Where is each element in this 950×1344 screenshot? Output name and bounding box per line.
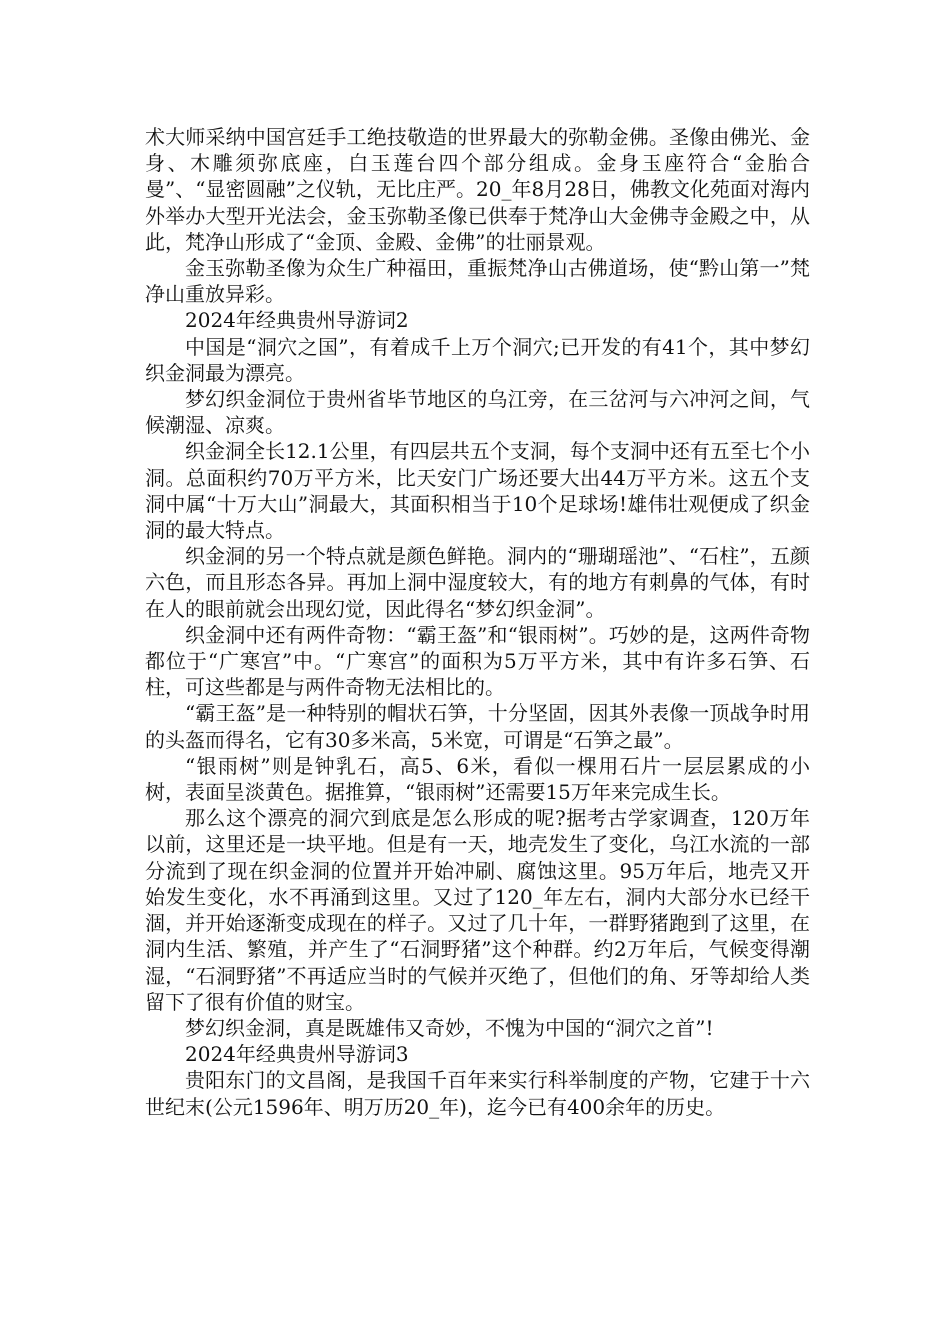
paragraph: 织金洞中还有两件奇物：“霸王盔”和“银雨树”。巧妙的是，这两件奇物都位于“广寒宫”中。“广寒宫”的面积为5万平方米，其中有许多石笋、石柱，可这些都是与两件奇物无法相比的。 <box>145 622 810 700</box>
paragraph: 梦幻织金洞，真是既雄伟又奇妙，不愧为中国的“洞穴之首”! <box>185 1015 714 1040</box>
paragraph: 织金洞全长12.1公里，有四层共五个支洞，每个支洞中还有五至七个小洞。总面积约70万平方米，比天安门广场还要大出44万平方米。这五个支洞中属“十万大山”洞最大，其面积相当于10个足球场!雄伟壮观便成了织金洞的最大特点。 <box>145 439 810 543</box>
paragraph: 金玉弥勒圣像为众生广种福田，重振梵净山古佛道场，使“黔山第一”梵净山重放异彩。 <box>145 256 810 307</box>
paragraph: 那么这个漂亮的洞穴到底是怎么形成的呢?据考古学家调查，120万年以前，这里还是一块平地。但是有一天，地壳发生了变化，乌江水流的一部分流到了现在织金洞的位置并开始冲刷、腐蚀这里。95万年后，地壳又开始发生变化，水不再涌到这里。又过了120_年左右，洞内大部分水已经干涸，并开始逐渐变成现在的样子。又过了几十年，一群野猪跑到了这里，在洞内生活、繁殖，并产生了“石洞野猪”这个种群。约2万年后，气候变得潮湿，“石洞野猪”不再适应当时的气候并灭绝了，但他们的角、牙等却给人类留下了很有价值的财宝。 <box>145 806 810 1014</box>
paragraph: 梦幻织金洞位于贵州省毕节地区的乌江旁，在三岔河与六冲河之间，气候潮湿、凉爽。 <box>145 387 810 438</box>
section-heading: 2024年经典贵州导游词2 <box>185 308 409 333</box>
section-heading: 2024年经典贵州导游词3 <box>185 1042 409 1067</box>
paragraph: 织金洞的另一个特点就是颜色鲜艳。洞内的“珊瑚瑶池”、“石柱”，五颜六色，而且形态各异。再加上洞中湿度较大，有的地方有刺鼻的气体，有时在人的眼前就会出现幻觉，因此得名“梦幻织金洞”。 <box>145 544 810 621</box>
document-page <box>145 124 810 1120</box>
paragraph: “霸王盔”是一种特别的帽状石笋，十分坚固，因其外表像一顶战争时用的头盔而得名，它有30多米高，5米宽，可谓是“石笋之最”。 <box>145 701 810 752</box>
paragraph: 术大师采纳中国宫廷手工绝技敬造的世界最大的弥勒金佛。圣像由佛光、金身、木雕须弥底座，白玉莲台四个部分组成。金身玉座符合“金胎合曼”、“显密圆融”之仪轨，无比庄严。20_年8月28日，佛教文化苑面对海内外举办大型开光法会，金玉弥勒圣像已供奉于梵净山大金佛寺金殿之中，从此，梵净山形成了“金顶、金殿、金佛”的壮丽景观。 <box>145 125 810 254</box>
paragraph: 贵阳东门的文昌阁，是我国千百年来实行科举制度的产物，它建于十六世纪末(公元1596年、明万历20_年)，迄今已有400余年的历史。 <box>145 1068 810 1119</box>
paragraph: “银雨树”则是钟乳石，高5、6米，看似一棵用石片一层层累成的小树，表面呈淡黄色。据推算，“银雨树”还需要15万年来完成生长。 <box>145 753 810 805</box>
paragraph: 中国是“洞穴之国”，有着成千上万个洞穴;已开发的有41个，其中梦幻织金洞最为漂亮。 <box>145 334 810 385</box>
